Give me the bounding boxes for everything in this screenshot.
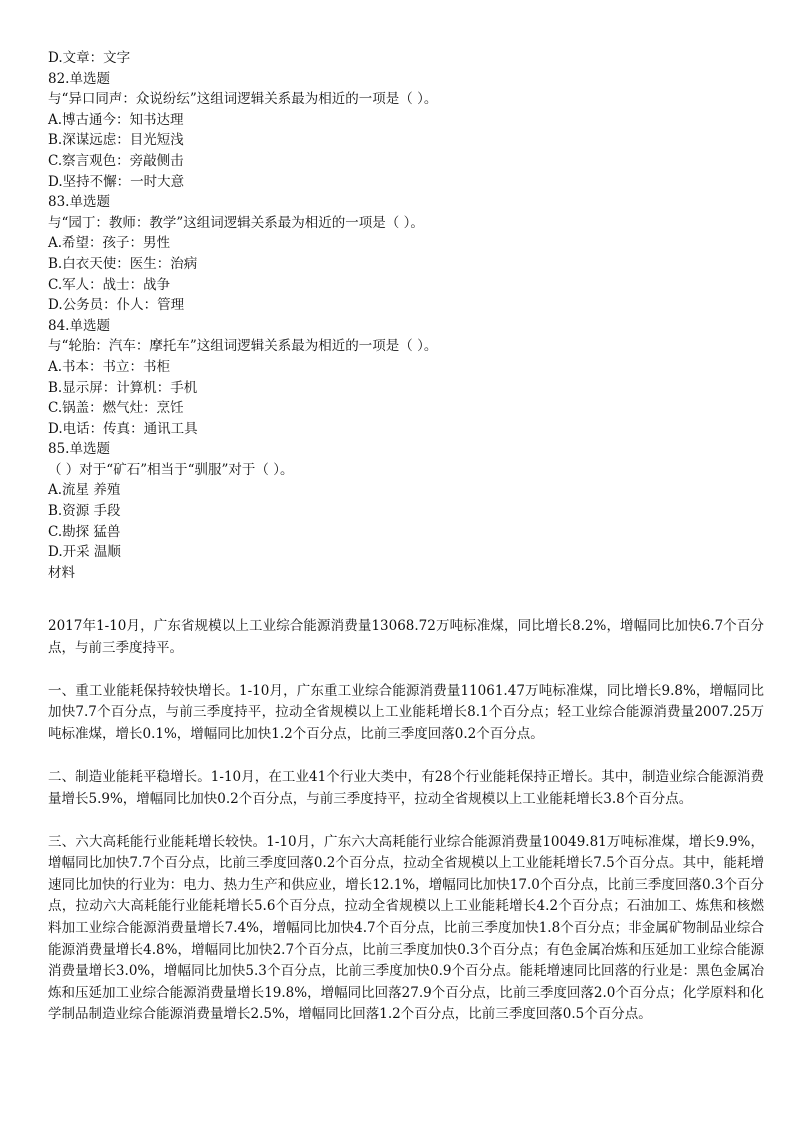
material-paragraph: 三、六大高耗能行业能耗增长较快。1-10月，广东六大高耗能行业综合能源消费量10049.81万吨标准煤，增长9.9%，增幅同比加快7.7个百分点，比前三季度回落0.2个百分点，拉动全省规模以上工业能耗增长7.5个百分点。其中，能耗增速同比加快的行业为：电力、热力生产和供应业，增长12.1%，增幅同比加快17.0个百分点，比前三季度回落0.3个百分点，拉动六大高耗能行业能耗增长5.6个百分点，拉动全省规模以上工业能耗增长4.2个百分点；石油加工、炼焦和核燃料加工业综合能源消费量增长7.4%，增幅同比加快4.7个百分点，比前三季度加快1.8个百分点；非金属矿物制品业综合能源消费量增长4.8%，增幅同比加快2.7个百分点，比前三季度加快0.3个百分点；有色金属冶炼和压延加工业综合能源消费量增长3.0%，增幅同比加快5.3个百分点，比前三季度加快0.9个百分点。能耗增速同比回落的行业是：黑色金属冶炼和压延加工业综合能源消费量增长19.8%，增幅同比回落27.9个百分点，比前三季度回落2.0个百分点；化学原料和化学制品制造业综合能源消费量增长2.5%，增幅同比回落1.2个百分点，比前三季度回落0.5个百分点。 [48,833,764,1023]
option-text: D.开采 温顺 [48,544,121,561]
question-list [48,48,768,583]
option-text: B.白衣天使：医生：治病 [48,255,198,272]
material-paragraph: 一、重工业能耗保持较快增长。1-10月，广东重工业综合能源消费量11061.47万吨标准煤，同比增长9.8%，增幅同比加快7.7个百分点，与前三季度持平，拉动全省规模以上工业能耗增长8.1个百分点；轻工业综合能源消费量2007.25万吨标准煤，增长0.1%，增幅同比加快1.2个百分点，比前三季度回落0.2个百分点。 [48,682,764,742]
option-text: D.文章：文字 [48,50,131,66]
material-label: 材料 [48,564,75,581]
option-text: A.希望：孩子：男性 [48,235,171,252]
material-paragraph: 2017年1-10月，广东省规模以上工业综合能源消费量13068.72万吨标准煤，同比增长8.2%，增幅同比加快6.7个百分点，与前三季度持平。 [48,618,764,656]
question-stem: 与“园丁：教师：教学”这组词逻辑关系最为相近的一项是（ ）。 [48,214,424,231]
option-text: D.坚持不懈：一时大意 [48,173,185,190]
option-text: B.深谋远虑：目光短浅 [48,132,184,149]
question-number: 83.单选题 [48,194,110,211]
question-stem: （ ）对于“矿石”相当于“驯服”对于（ ）。 [48,461,294,478]
material-body [48,616,764,1048]
option-text: C.勘探 猛兽 [48,523,121,540]
question-stem: 与“轮胎：汽车：摩托车”这组词逻辑关系最为相近的一项是（ ）。 [48,338,438,355]
option-text: A.书本：书立：书柜 [48,358,171,375]
question-number: 82.单选题 [48,70,110,87]
option-text: C.军人：战士：战争 [48,276,171,293]
option-text: C.锅盖：燃气灶：烹饪 [48,400,184,417]
option-text: A.博古通今：知书达理 [48,111,184,128]
option-text: A.流星 养殖 [48,482,121,499]
option-text: C.察言观色：旁敲侧击 [48,152,184,169]
option-text: B.显示屏：计算机：手机 [48,379,198,396]
question-stem: 与“异口同声：众说纷纭”这组词逻辑关系最为相近的一项是（ ）。 [48,91,438,108]
option-text: D.公务员：仆人：管理 [48,297,185,314]
option-text: B.资源 手段 [48,503,121,520]
question-number: 84.单选题 [48,317,110,334]
material-paragraph: 二、制造业能耗平稳增长。1-10月，在工业41个行业大类中，有28个行业能耗保持正增长。其中，制造业综合能源消费量增长5.9%，增幅同比加快0.2个百分点，与前三季度持平，拉动全省规模以上工业能耗增长3.8个百分点。 [48,768,764,807]
option-text: D.电话：传真：通讯工具 [48,420,198,437]
question-number: 85.单选题 [48,441,110,458]
